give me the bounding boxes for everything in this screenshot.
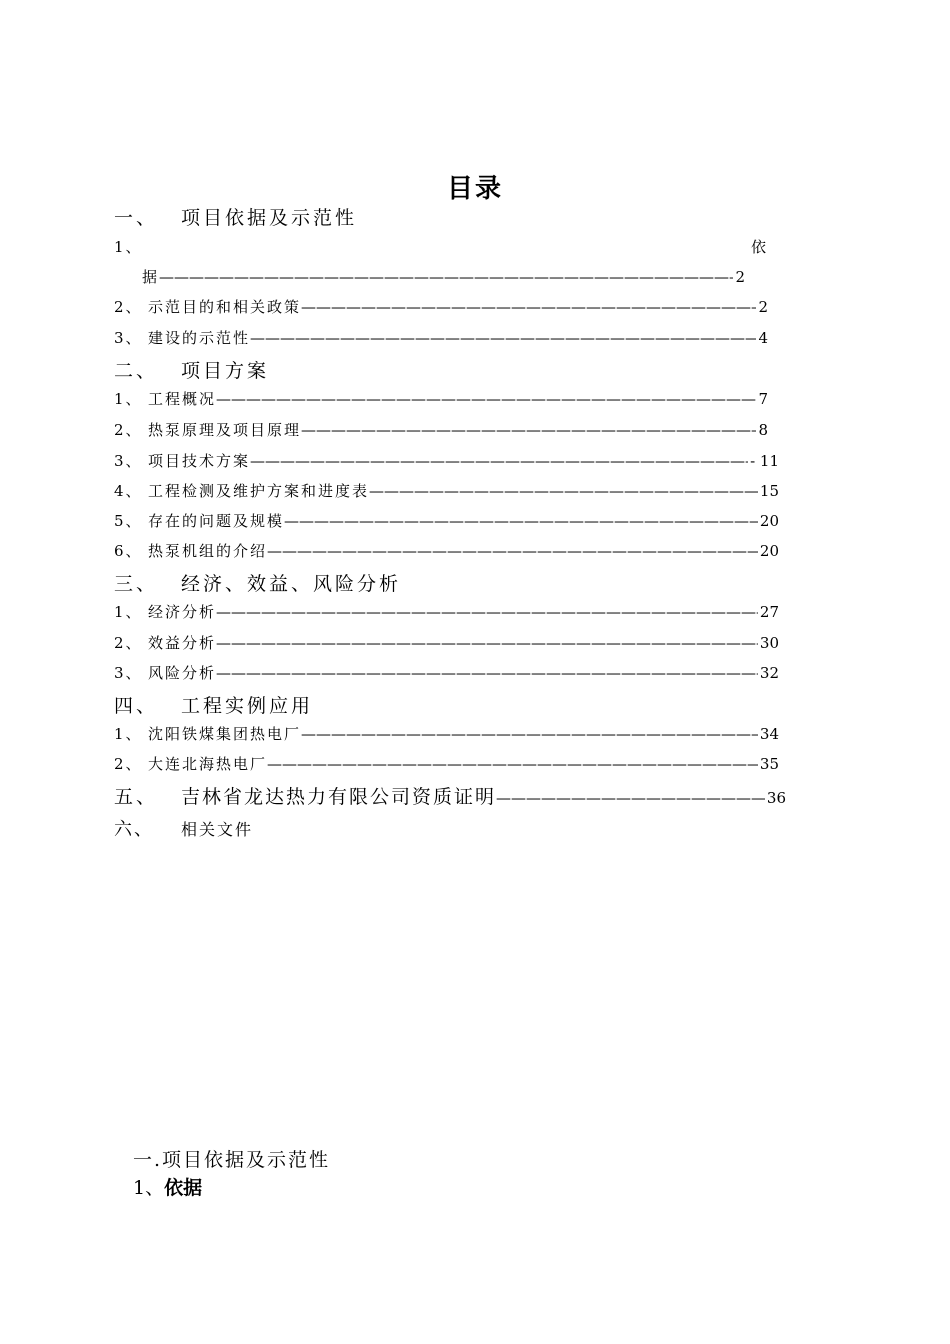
item-number: 3、 <box>114 452 143 470</box>
section-label: 经济、效益、风险分析 <box>181 573 402 595</box>
page-number: 32 <box>759 664 779 682</box>
item-label: 工程检测及维护方案和进度表 <box>148 482 370 500</box>
toc-item-4-2[interactable] <box>114 753 779 774</box>
item-label: 存在的问题及规模 <box>148 512 285 530</box>
toc-section-2[interactable] <box>114 356 269 383</box>
item-number: 1、 <box>114 725 143 743</box>
leader-line <box>301 725 758 743</box>
item-label-bottom: 据 <box>142 268 160 286</box>
toc-item-4-1[interactable] <box>114 723 779 744</box>
section-label: 工程实例应用 <box>181 695 314 717</box>
body-section-heading: 一.项目依据及示范性 <box>133 1149 331 1171</box>
section-label: 吉林省龙达热力有限公司资质证明 <box>181 786 497 808</box>
item-number: 3、 <box>114 329 143 347</box>
toc-item-2-3[interactable] <box>114 450 779 471</box>
section-number: 一、 <box>114 207 159 229</box>
page-number: 20 <box>759 512 779 530</box>
item-number: 4、 <box>114 482 143 500</box>
toc-item-3-2[interactable] <box>114 632 779 653</box>
toc-item-1-2[interactable] <box>114 296 768 317</box>
leader-line <box>250 329 756 347</box>
section-number: 四、 <box>114 695 159 717</box>
page-number: 15 <box>759 482 779 500</box>
item-label: 热泵机组的介绍 <box>148 542 268 560</box>
page-number: 7 <box>758 390 768 408</box>
leader-line <box>216 390 756 408</box>
page-number: 30 <box>759 634 779 652</box>
item-label-top: 依 <box>750 238 768 256</box>
toc-section-6[interactable] <box>114 815 253 841</box>
leader-line <box>216 603 758 621</box>
leader-line <box>250 452 748 470</box>
toc-item-1-1-line1[interactable] <box>114 236 768 257</box>
leader-line <box>284 512 758 530</box>
leader-line <box>216 664 758 682</box>
leader-line <box>159 268 733 286</box>
item-label: 示范目的和相关政策 <box>148 298 302 316</box>
item-number: 1、 <box>114 238 143 256</box>
section-number: 六、 <box>114 819 154 840</box>
page-number: 2 <box>758 298 768 316</box>
toc-section-1[interactable] <box>114 203 357 230</box>
toc-item-2-4[interactable] <box>114 480 779 501</box>
leader-line <box>369 482 758 500</box>
toc-item-1-3[interactable] <box>114 327 768 348</box>
item-label: 热泵原理及项目原理 <box>148 421 302 439</box>
leader-line <box>301 421 756 439</box>
item-number: 2、 <box>114 634 143 652</box>
page-number: 36 <box>766 789 786 807</box>
subheading-number: 1、 <box>133 1177 165 1199</box>
section-number: 五、 <box>114 786 159 808</box>
item-label: 经济分析 <box>148 603 217 621</box>
item-number: 1、 <box>114 603 143 621</box>
item-number: 2、 <box>114 298 143 316</box>
page-title: 目录 <box>446 174 503 204</box>
leader-line <box>267 755 758 773</box>
page-number: 20 <box>759 542 779 560</box>
body-subheading <box>133 1173 202 1200</box>
toc-item-3-1[interactable] <box>114 601 779 622</box>
toc-item-3-3[interactable] <box>114 662 779 683</box>
leader-line <box>301 298 756 316</box>
item-label: 建设的示范性 <box>148 329 251 347</box>
item-label: 效益分析 <box>148 634 217 652</box>
section-label: 相关文件 <box>181 820 254 839</box>
section-label: 项目依据及示范性 <box>181 207 358 229</box>
page-number: - 11 <box>750 452 779 470</box>
item-label: 风险分析 <box>148 664 217 682</box>
item-number: 5、 <box>114 512 143 530</box>
item-label: 大连北海热电厂 <box>148 755 268 773</box>
page-number: 35 <box>759 755 779 773</box>
page-number: 2 <box>735 268 747 286</box>
toc-section-4[interactable] <box>114 691 313 718</box>
item-label: 工程概况 <box>148 390 217 408</box>
item-number: 2、 <box>114 755 143 773</box>
page-number: 34 <box>759 725 779 743</box>
item-label: 项目技术方案 <box>148 452 251 470</box>
toc-item-1-1-line2[interactable] <box>142 266 747 287</box>
item-number: 2、 <box>114 421 143 439</box>
leader-line <box>216 634 758 652</box>
toc-section-5[interactable] <box>114 782 786 809</box>
page-number: 27 <box>759 603 779 621</box>
section-number: 二、 <box>114 360 159 382</box>
toc-section-3[interactable] <box>114 569 401 596</box>
leader-line <box>267 542 758 560</box>
toc-item-2-5[interactable] <box>114 510 779 531</box>
page-number: 8 <box>758 421 768 439</box>
page-number: 4 <box>758 329 768 347</box>
subheading-label: 依据 <box>164 1177 203 1199</box>
section-number: 三、 <box>114 573 159 595</box>
item-number: 1、 <box>114 390 143 408</box>
leader-line <box>496 789 765 807</box>
item-number: 3、 <box>114 664 143 682</box>
item-label: 沈阳铁煤集团热电厂 <box>148 725 302 743</box>
toc-item-2-1[interactable] <box>114 388 768 409</box>
toc-item-2-2[interactable] <box>114 419 768 440</box>
item-number: 6、 <box>114 542 143 560</box>
toc-item-2-6[interactable] <box>114 540 779 561</box>
section-label: 项目方案 <box>181 360 270 382</box>
